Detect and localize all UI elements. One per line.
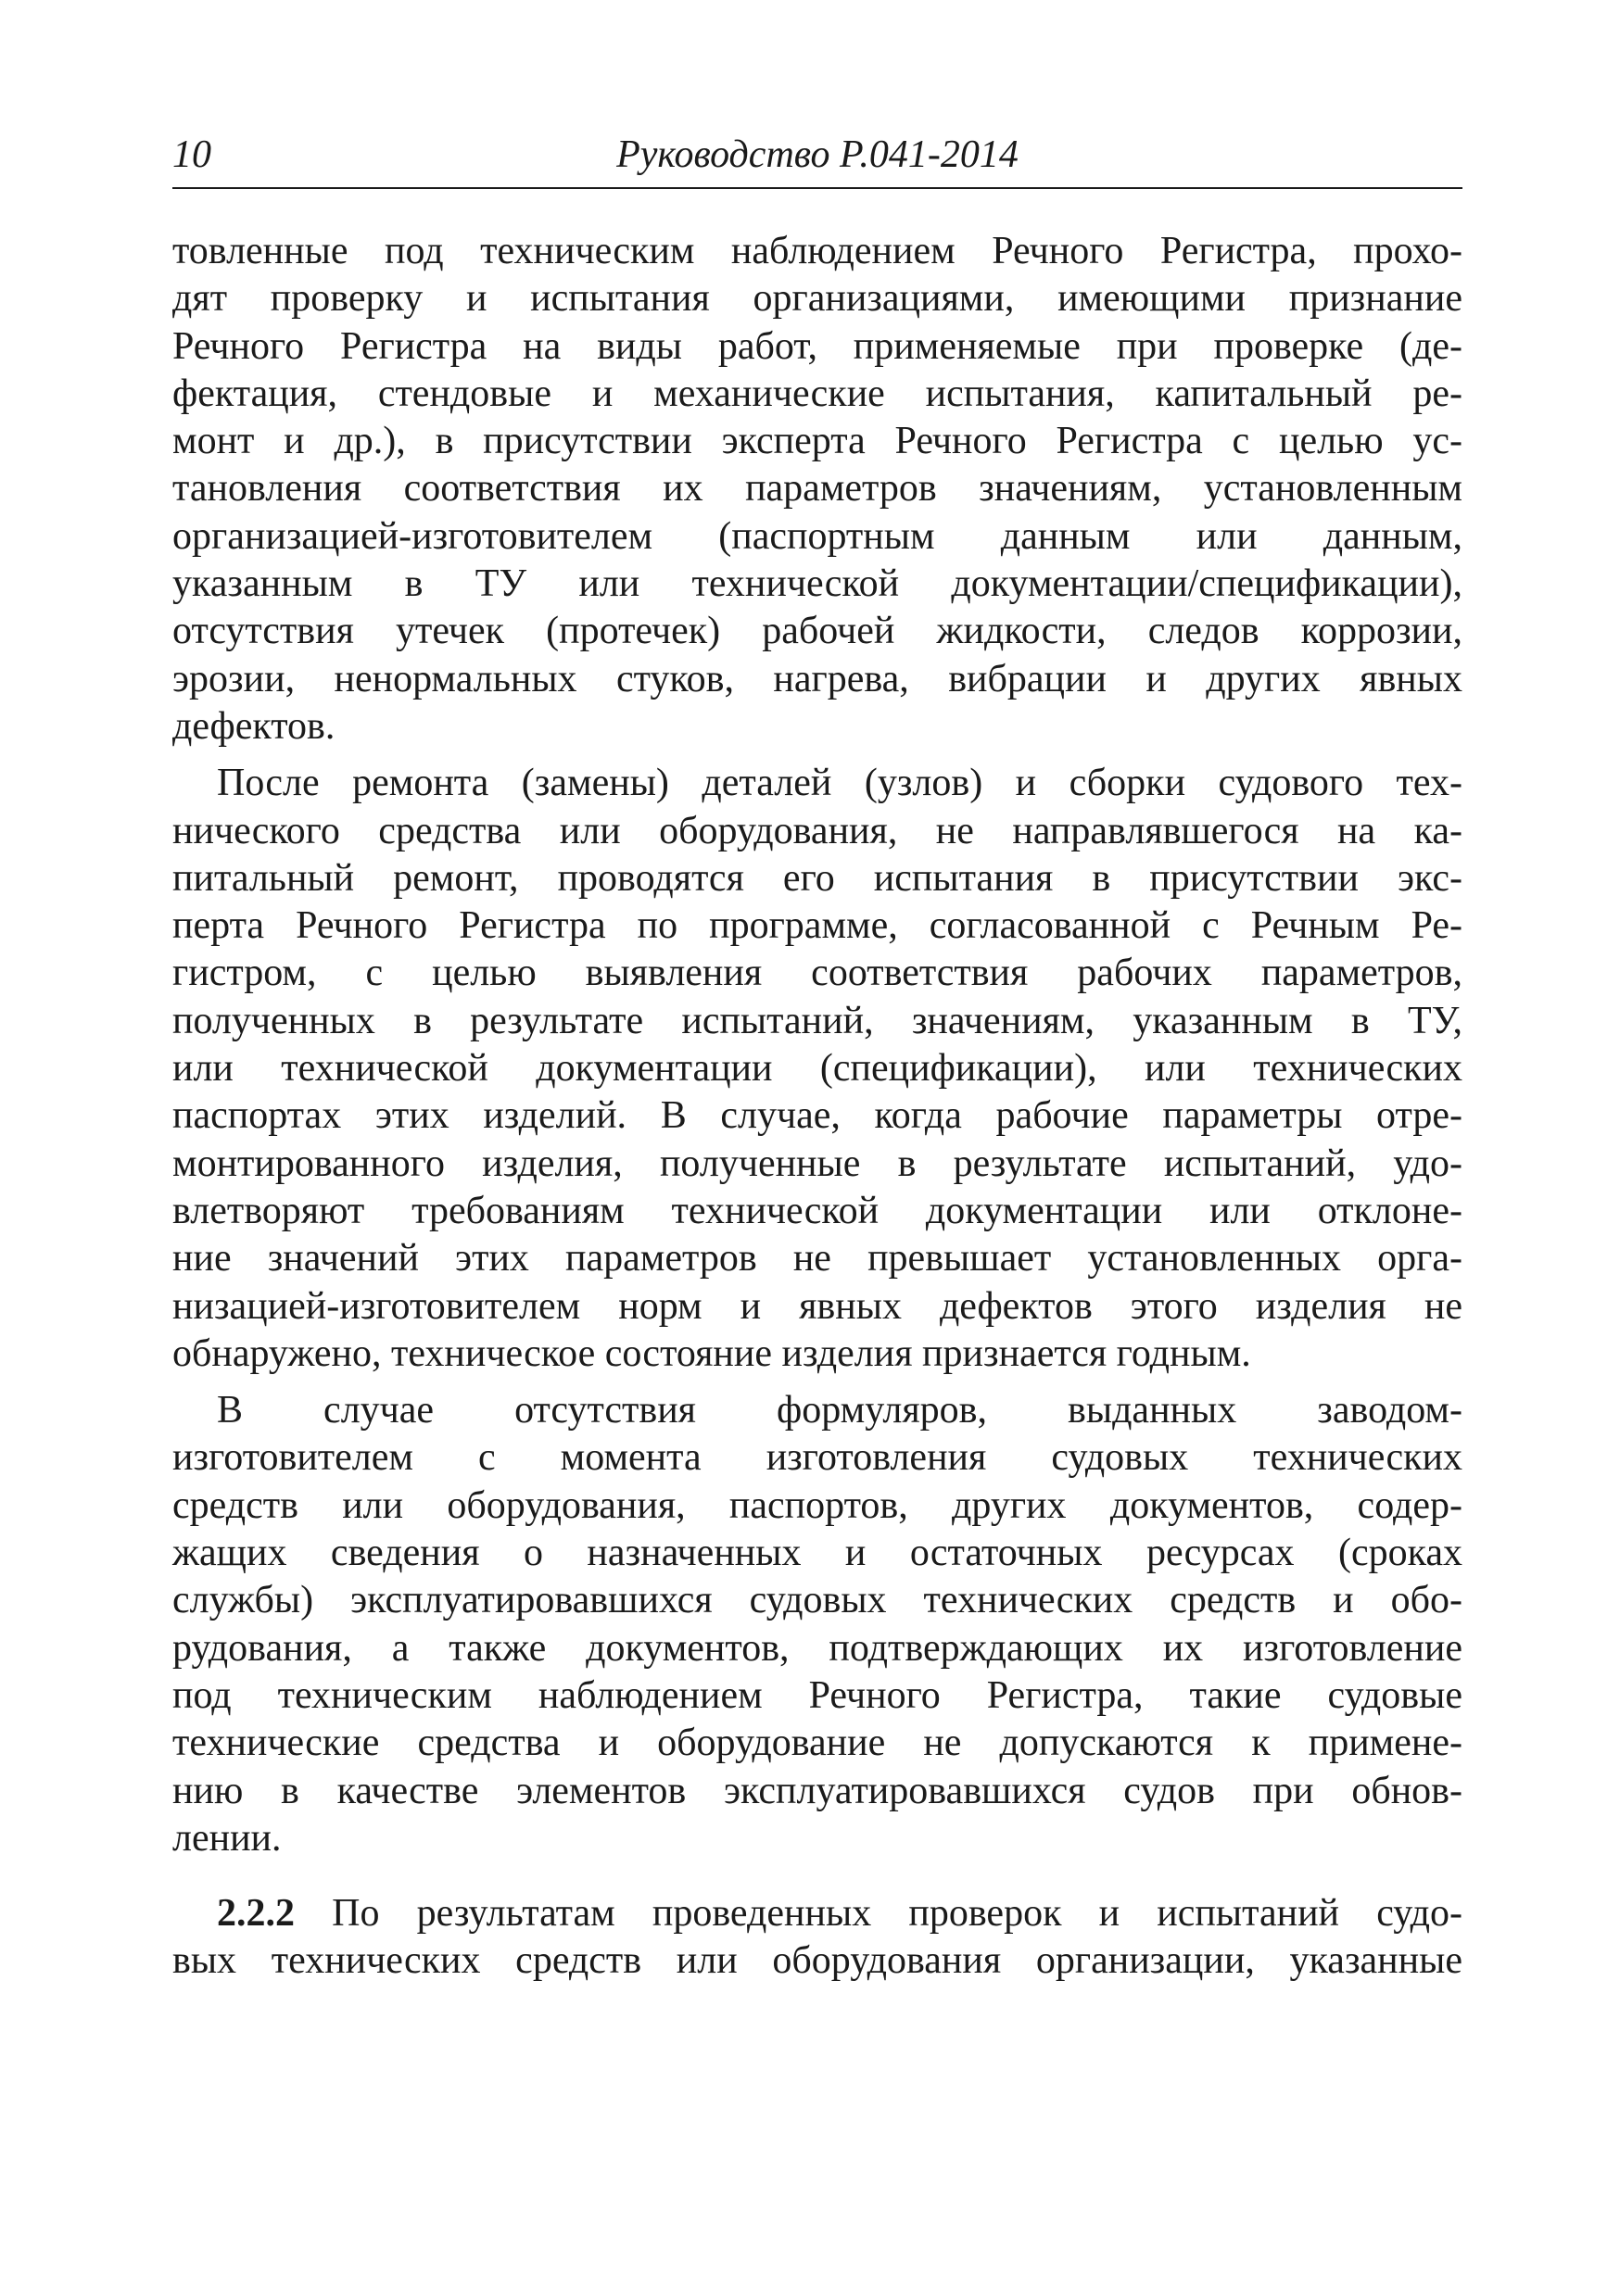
- text-line: рудования, а также документов, подтверждающих их изготовление: [172, 1626, 1462, 1670]
- text-line: технические средства и оборудование не допускаются к примене-: [172, 1722, 1462, 1765]
- text-line: обнаружено, техническое состояние изделия признается годным.: [172, 1331, 1251, 1375]
- text-line: лении.: [172, 1816, 282, 1860]
- text-line: под техническим наблюдением Речного Регистра, такие судовые: [172, 1673, 1462, 1717]
- text-line: питальный ремонт, проводятся его испытания в присутствии экс-: [172, 856, 1462, 900]
- text-line: изготовителем с момента изготовления судовых технических: [172, 1436, 1462, 1480]
- text-line: влетворяют требованиям технической документации или отклоне-: [172, 1189, 1462, 1232]
- text-line: монтированного изделия, полученные в результате испытаний, удо-: [172, 1142, 1462, 1185]
- page-header: [172, 132, 1462, 189]
- text-line: службы) эксплуатировавшихся судовых технических средств и обо-: [172, 1579, 1462, 1622]
- clause-number: 2.2.2: [217, 1892, 295, 1936]
- paragraph-2: [172, 760, 1462, 1378]
- text-line: полученных в результате испытаний, значениям, указанным в ТУ,: [172, 999, 1462, 1042]
- text-line: ние значений этих параметров не превышает установленных орга-: [172, 1237, 1462, 1280]
- text-line: монт и др.), в присутствии эксперта Речного Регистра с целью ус-: [172, 420, 1462, 463]
- text-line: нию в качестве элементов эксплуатировавшихся судов при обнов-: [172, 1769, 1462, 1812]
- page-body: [172, 228, 1462, 1986]
- text-line: тановления соответствия их параметров значениям, установленным: [172, 467, 1462, 511]
- text-line: организацией-изготовителем (паспортным данным или данным,: [172, 514, 1462, 558]
- text-line: дефектов.: [172, 704, 335, 748]
- paragraph-3: [172, 1387, 1462, 1862]
- text-line: указанным в ТУ или технической документации/спецификации),: [172, 562, 1462, 606]
- text-line: товленные под техническим наблюдением Речного Регистра, прохо-: [172, 230, 1462, 272]
- text-line: гистром, с целью выявления соответствия рабочих параметров,: [172, 952, 1462, 995]
- page-number: 10: [172, 133, 211, 176]
- text-line: или технической документации (спецификации), или технических: [172, 1047, 1462, 1091]
- text-line: отсутствия утечек (протечек) рабочей жидкости, следов коррозии,: [172, 610, 1462, 653]
- text-line: После ремонта (замены) деталей (узлов) и сборки судового тех-: [217, 762, 1462, 805]
- text-line: Речного Регистра на виды работ, применяемые при проверке (де-: [172, 324, 1462, 368]
- text-line: средств или оборудования, паспортов, других документов, содер-: [172, 1483, 1462, 1527]
- text-line: паспортах этих изделий. В случае, когда рабочие параметры отре-: [172, 1094, 1462, 1138]
- text-line: фектация, стендовые и механические испытания, капитальный ре-: [172, 372, 1462, 415]
- clause-first-line: [172, 1890, 1462, 1937]
- text-line: жащих сведения о назначенных и остаточных ресурсах (сроках: [172, 1532, 1462, 1575]
- text-line: эрозии, ненормальных стуков, нагрева, вибрации и других явных: [172, 657, 1462, 700]
- clause-first-line-text: По результатам проведенных проверок и испытаний судо-: [332, 1892, 1463, 1936]
- text-line: вых технических средств или оборудования организации, указанные: [172, 1939, 1462, 1983]
- clause-2-2-2: [172, 1890, 1462, 1986]
- text-line: дят проверку и испытания организациями, имеющими признание: [172, 277, 1462, 321]
- page-title: Руководство Р.041-2014: [616, 133, 1019, 176]
- text-line: В случае отсутствия формуляров, выданных заводом-: [217, 1389, 1462, 1432]
- paragraph-1: [172, 228, 1462, 751]
- text-line: нического средства или оборудования, не направлявшегося на ка-: [172, 809, 1462, 852]
- text-line: перта Речного Регистра по программе, согласованной с Речным Ре-: [172, 904, 1462, 948]
- text-line: низацией-изготовителем норм и явных дефектов этого изделия не: [172, 1284, 1462, 1328]
